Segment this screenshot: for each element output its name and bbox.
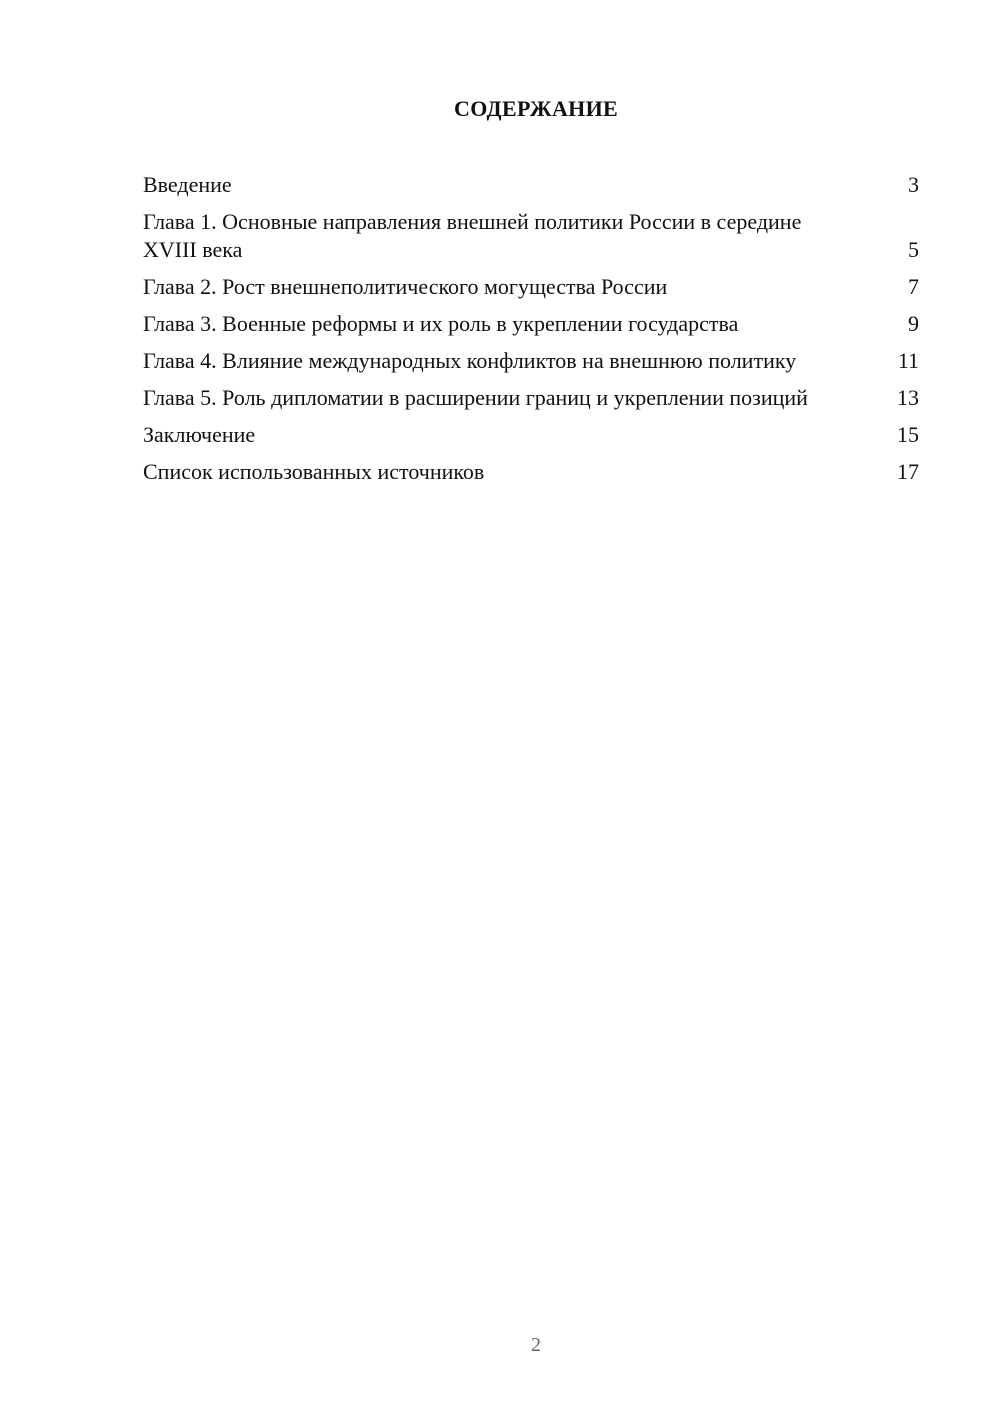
toc-entry-page: 9	[908, 311, 919, 336]
toc-entry-chapter-3	[143, 310, 919, 338]
toc-entry-page: 7	[908, 274, 919, 299]
toc-entry-chapter-2	[143, 273, 919, 301]
toc-list	[143, 171, 919, 495]
toc-entry-page: 3	[908, 172, 919, 197]
toc-entry-chapter-4	[143, 347, 919, 375]
toc-entry-text: Глава 5. Роль дипломатии в расширении границ и укреплении позиций	[143, 385, 808, 410]
toc-entry-introduction	[143, 171, 919, 199]
toc-entry-page: 13	[897, 385, 919, 410]
toc-entry-chapter-5	[143, 384, 919, 412]
toc-entry-chapter-1	[143, 208, 919, 264]
toc-entry-text: Список использованных источников	[143, 459, 485, 484]
toc-title: СОДЕРЖАНИЕ	[454, 96, 618, 121]
toc-entry-text: Заключение	[143, 422, 256, 447]
toc-entry-page: 17	[897, 459, 919, 484]
toc-entry-text: Глава 2. Рост внешнеполитического могущества России	[143, 274, 668, 299]
page-number: 2	[531, 1334, 541, 1356]
toc-entry-text: Глава 1. Основные направления внешней политики России в середине XVIII века	[143, 209, 802, 262]
toc-entry-text: Глава 3. Военные реформы и их роль в укреплении государства	[143, 311, 739, 336]
toc-entry-text: Введение	[143, 172, 232, 197]
toc-entry-page: 15	[897, 422, 919, 447]
toc-entry-page: 11	[897, 348, 919, 373]
toc-entry-page: 5	[908, 237, 919, 262]
toc-entry-text: Глава 4. Влияние международных конфликтов на внешнюю политику	[143, 348, 797, 373]
toc-entry-conclusion	[143, 421, 919, 449]
toc-entry-references	[143, 458, 919, 486]
